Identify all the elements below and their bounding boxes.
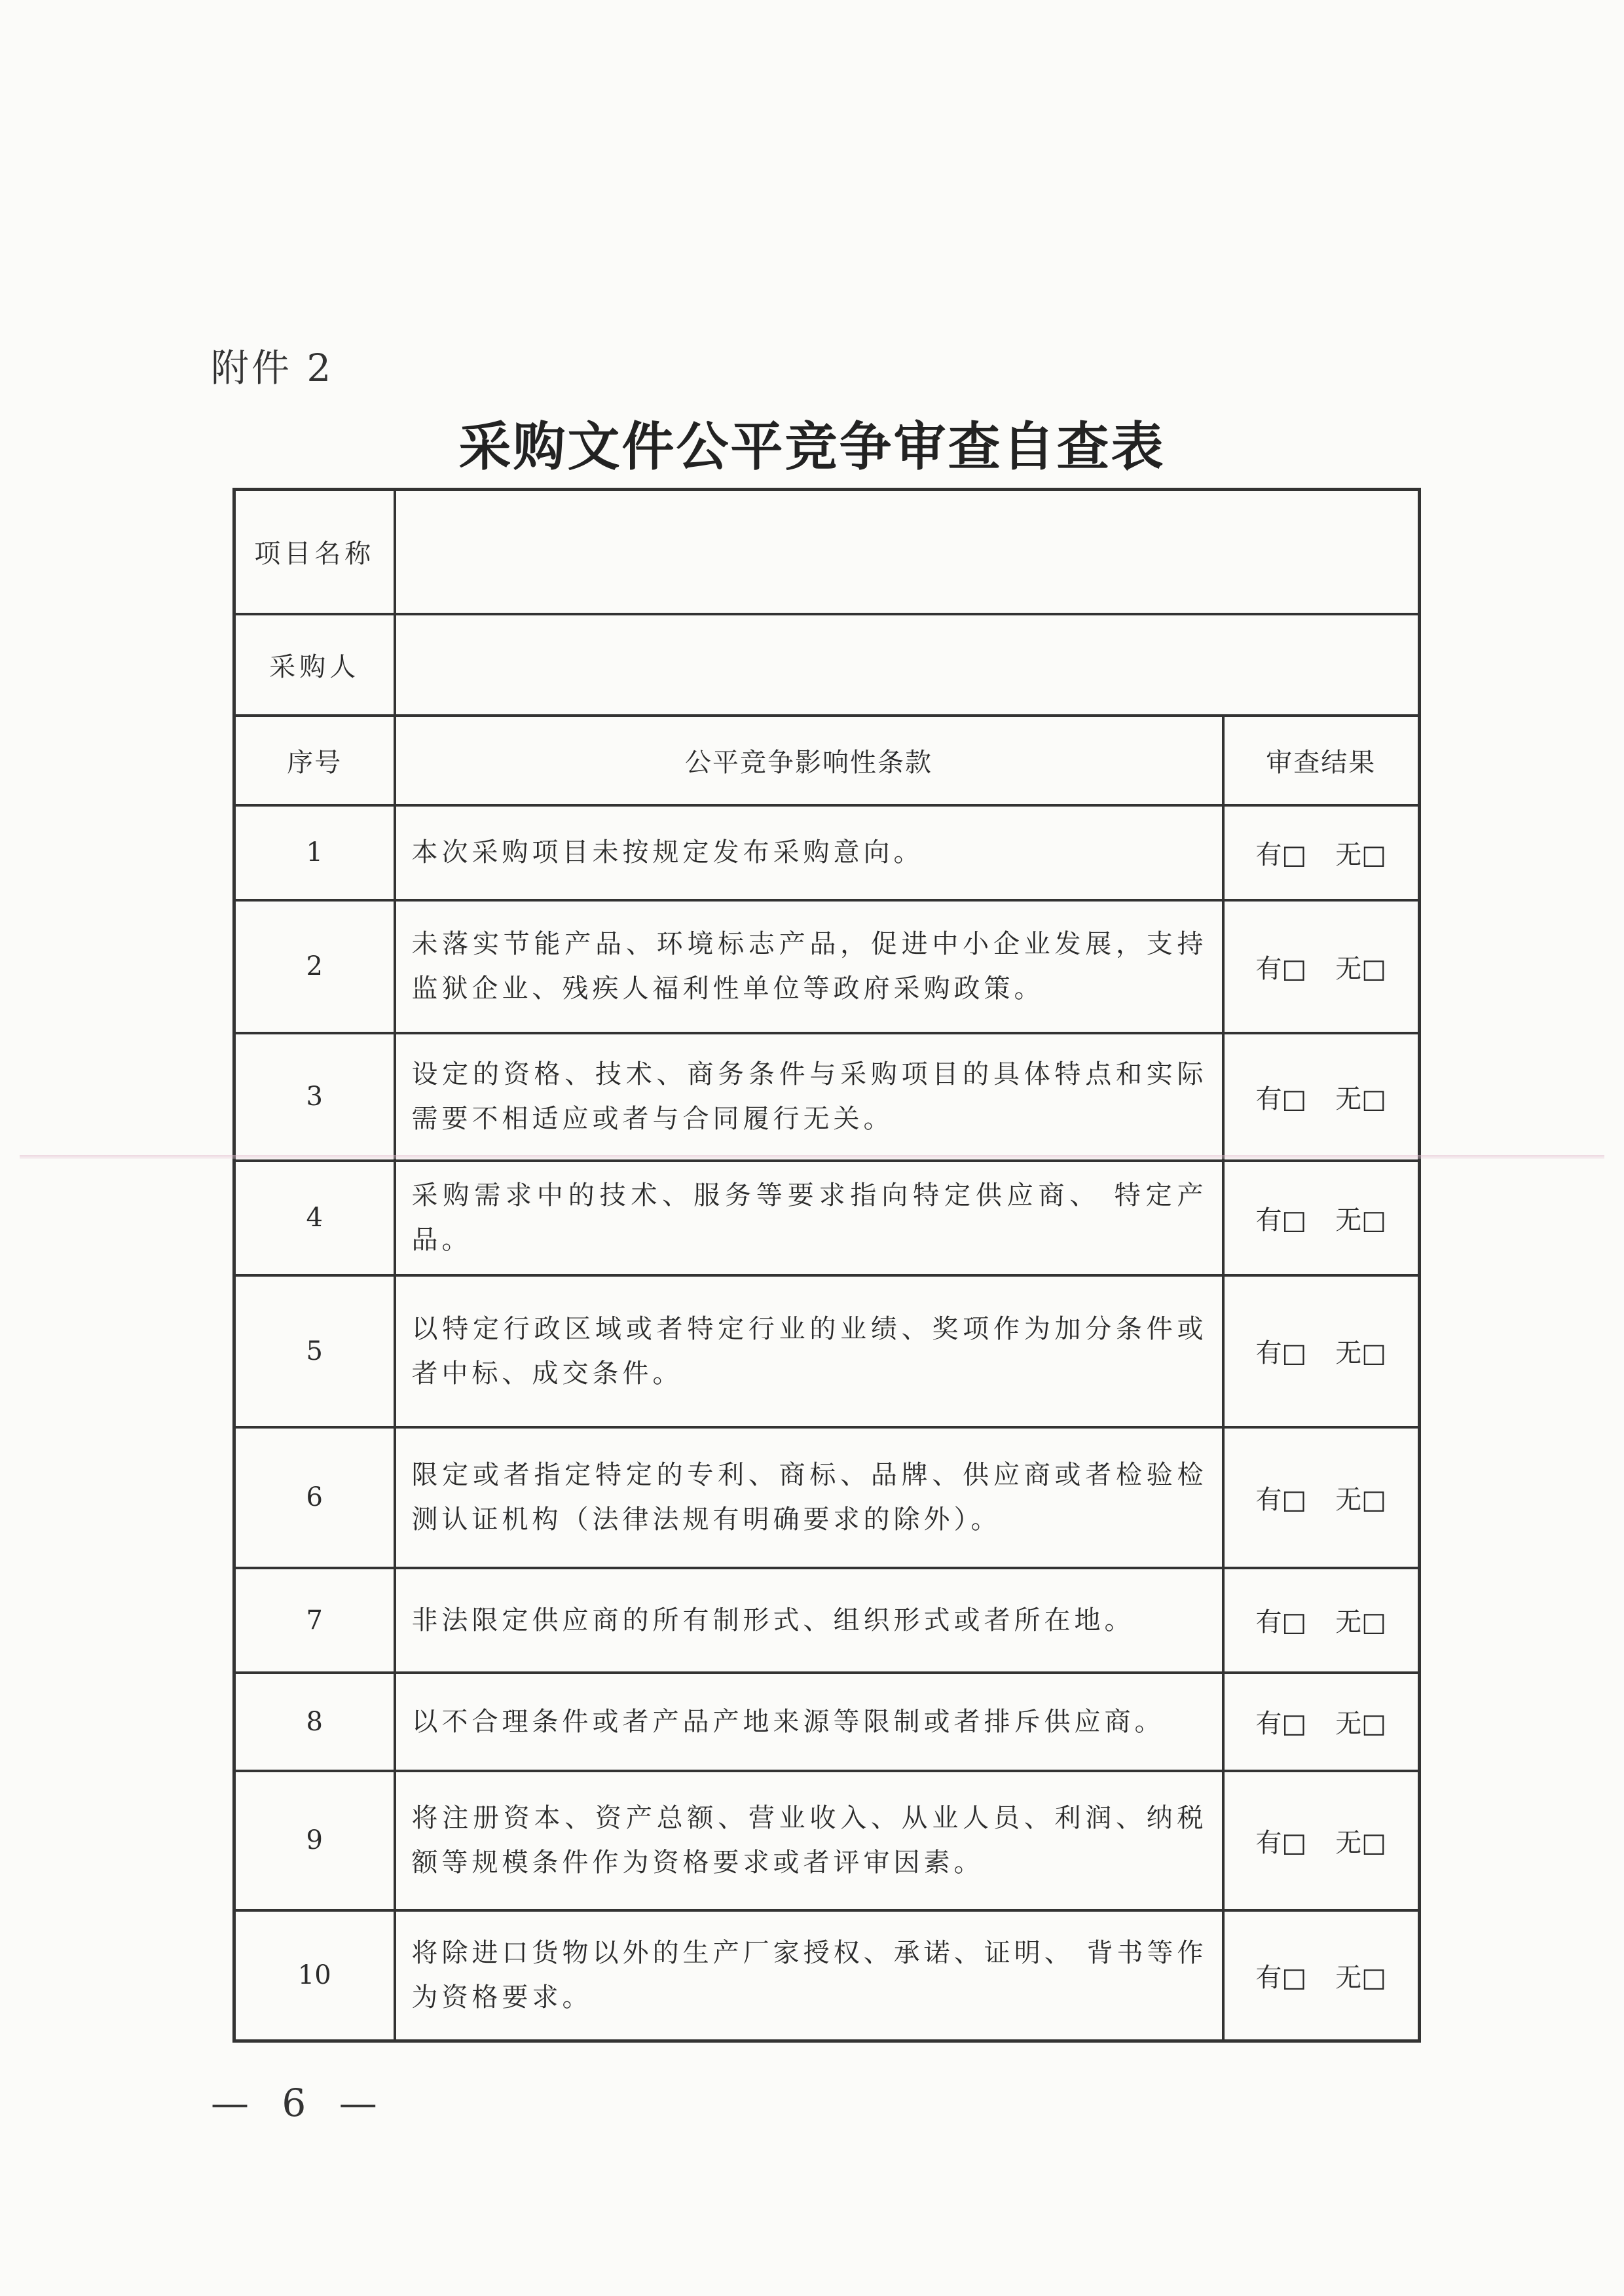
table-row bbox=[234, 1033, 1420, 1161]
no-checkbox[interactable]: 无□ bbox=[1335, 1962, 1387, 1993]
yes-checkbox[interactable]: 有□ bbox=[1255, 1084, 1307, 1114]
row-result bbox=[1223, 1910, 1420, 2041]
no-checkbox[interactable]: 无□ bbox=[1335, 1709, 1387, 1739]
yes-checkbox[interactable]: 有□ bbox=[1255, 839, 1307, 870]
no-checkbox[interactable]: 无□ bbox=[1335, 1827, 1387, 1858]
purchaser-field[interactable] bbox=[395, 614, 1420, 716]
row-result bbox=[1223, 805, 1420, 900]
row-clause: 采购需求中的技术、服务等要求指向特定供应商、 特定产品。 bbox=[395, 1161, 1223, 1275]
yes-checkbox[interactable]: 有□ bbox=[1255, 953, 1307, 984]
row-index: 7 bbox=[234, 1568, 395, 1673]
row-result bbox=[1223, 1275, 1420, 1427]
page-number: — 6 — bbox=[211, 2081, 388, 2125]
row-result bbox=[1223, 1033, 1420, 1161]
row-index: 3 bbox=[234, 1033, 395, 1161]
result-header: 审查结果 bbox=[1223, 716, 1420, 805]
attachment-label: 附件 2 bbox=[211, 346, 334, 390]
self-check-table bbox=[232, 488, 1421, 2043]
no-checkbox[interactable]: 无□ bbox=[1335, 1205, 1387, 1235]
no-checkbox[interactable]: 无□ bbox=[1335, 1338, 1387, 1368]
table-row bbox=[234, 1771, 1420, 1910]
yes-checkbox[interactable]: 有□ bbox=[1255, 1484, 1307, 1515]
table-row bbox=[234, 1910, 1420, 2041]
purchaser-label: 采购人 bbox=[234, 614, 395, 716]
table-row bbox=[234, 900, 1420, 1033]
project-name-field[interactable] bbox=[395, 490, 1420, 614]
row-clause: 限定或者指定特定的专利、商标、品牌、供应商或者检验检测认证机构（法律法规有明确要求的除外）。 bbox=[395, 1427, 1223, 1568]
row-result bbox=[1223, 1161, 1420, 1275]
purchaser-row bbox=[234, 614, 1420, 716]
row-index: 9 bbox=[234, 1771, 395, 1910]
row-clause: 以特定行政区域或者特定行业的业绩、奖项作为加分条件或者中标、成交条件。 bbox=[395, 1275, 1223, 1427]
table-header-row bbox=[234, 716, 1420, 805]
row-clause: 将除进口货物以外的生产厂家授权、承诺、证明、 背书等作为资格要求。 bbox=[395, 1910, 1223, 2041]
row-result bbox=[1223, 1427, 1420, 1568]
no-checkbox[interactable]: 无□ bbox=[1335, 1484, 1387, 1515]
yes-checkbox[interactable]: 有□ bbox=[1255, 1827, 1307, 1858]
row-clause: 未落实节能产品、环境标志产品，促进中小企业发展，支持监狱企业、残疾人福利性单位等政府采购政策。 bbox=[395, 900, 1223, 1033]
row-index: 1 bbox=[234, 805, 395, 900]
row-clause: 将注册资本、资产总额、营业收入、从业人员、利润、纳税额等规模条件作为资格要求或者评审因素。 bbox=[395, 1771, 1223, 1910]
project-name-label: 项目名称 bbox=[234, 490, 395, 614]
row-clause: 本次采购项目未按规定发布采购意向。 bbox=[395, 805, 1223, 900]
row-index: 5 bbox=[234, 1275, 395, 1427]
row-index: 6 bbox=[234, 1427, 395, 1568]
project-name-row bbox=[234, 490, 1420, 614]
clause-header: 公平竞争影响性条款 bbox=[395, 716, 1223, 805]
row-clause: 设定的资格、技术、商务条件与采购项目的具体特点和实际需要不相适应或者与合同履行无关。 bbox=[395, 1033, 1223, 1161]
no-checkbox[interactable]: 无□ bbox=[1335, 839, 1387, 870]
yes-checkbox[interactable]: 有□ bbox=[1255, 1338, 1307, 1368]
yes-checkbox[interactable]: 有□ bbox=[1255, 1962, 1307, 1993]
row-index: 2 bbox=[234, 900, 395, 1033]
yes-checkbox[interactable]: 有□ bbox=[1255, 1607, 1307, 1637]
row-clause: 非法限定供应商的所有制形式、组织形式或者所在地。 bbox=[395, 1568, 1223, 1673]
row-index: 4 bbox=[234, 1161, 395, 1275]
no-checkbox[interactable]: 无□ bbox=[1335, 1084, 1387, 1114]
table-row bbox=[234, 805, 1420, 900]
row-clause: 以不合理条件或者产品产地来源等限制或者排斥供应商。 bbox=[395, 1673, 1223, 1771]
no-checkbox[interactable]: 无□ bbox=[1335, 1607, 1387, 1637]
table-row bbox=[234, 1427, 1420, 1568]
table-row bbox=[234, 1568, 1420, 1673]
table-row bbox=[234, 1673, 1420, 1771]
row-result bbox=[1223, 900, 1420, 1033]
scan-artifact-stripe bbox=[20, 1155, 1604, 1159]
no-checkbox[interactable]: 无□ bbox=[1335, 953, 1387, 984]
document-title: 采购文件公平竞争审查自查表 bbox=[458, 416, 1166, 477]
index-header: 序号 bbox=[234, 716, 395, 805]
row-result bbox=[1223, 1771, 1420, 1910]
row-result bbox=[1223, 1673, 1420, 1771]
row-index: 10 bbox=[234, 1910, 395, 2041]
table-row bbox=[234, 1275, 1420, 1427]
row-result bbox=[1223, 1568, 1420, 1673]
yes-checkbox[interactable]: 有□ bbox=[1255, 1205, 1307, 1235]
yes-checkbox[interactable]: 有□ bbox=[1255, 1709, 1307, 1739]
table-row bbox=[234, 1161, 1420, 1275]
row-index: 8 bbox=[234, 1673, 395, 1771]
